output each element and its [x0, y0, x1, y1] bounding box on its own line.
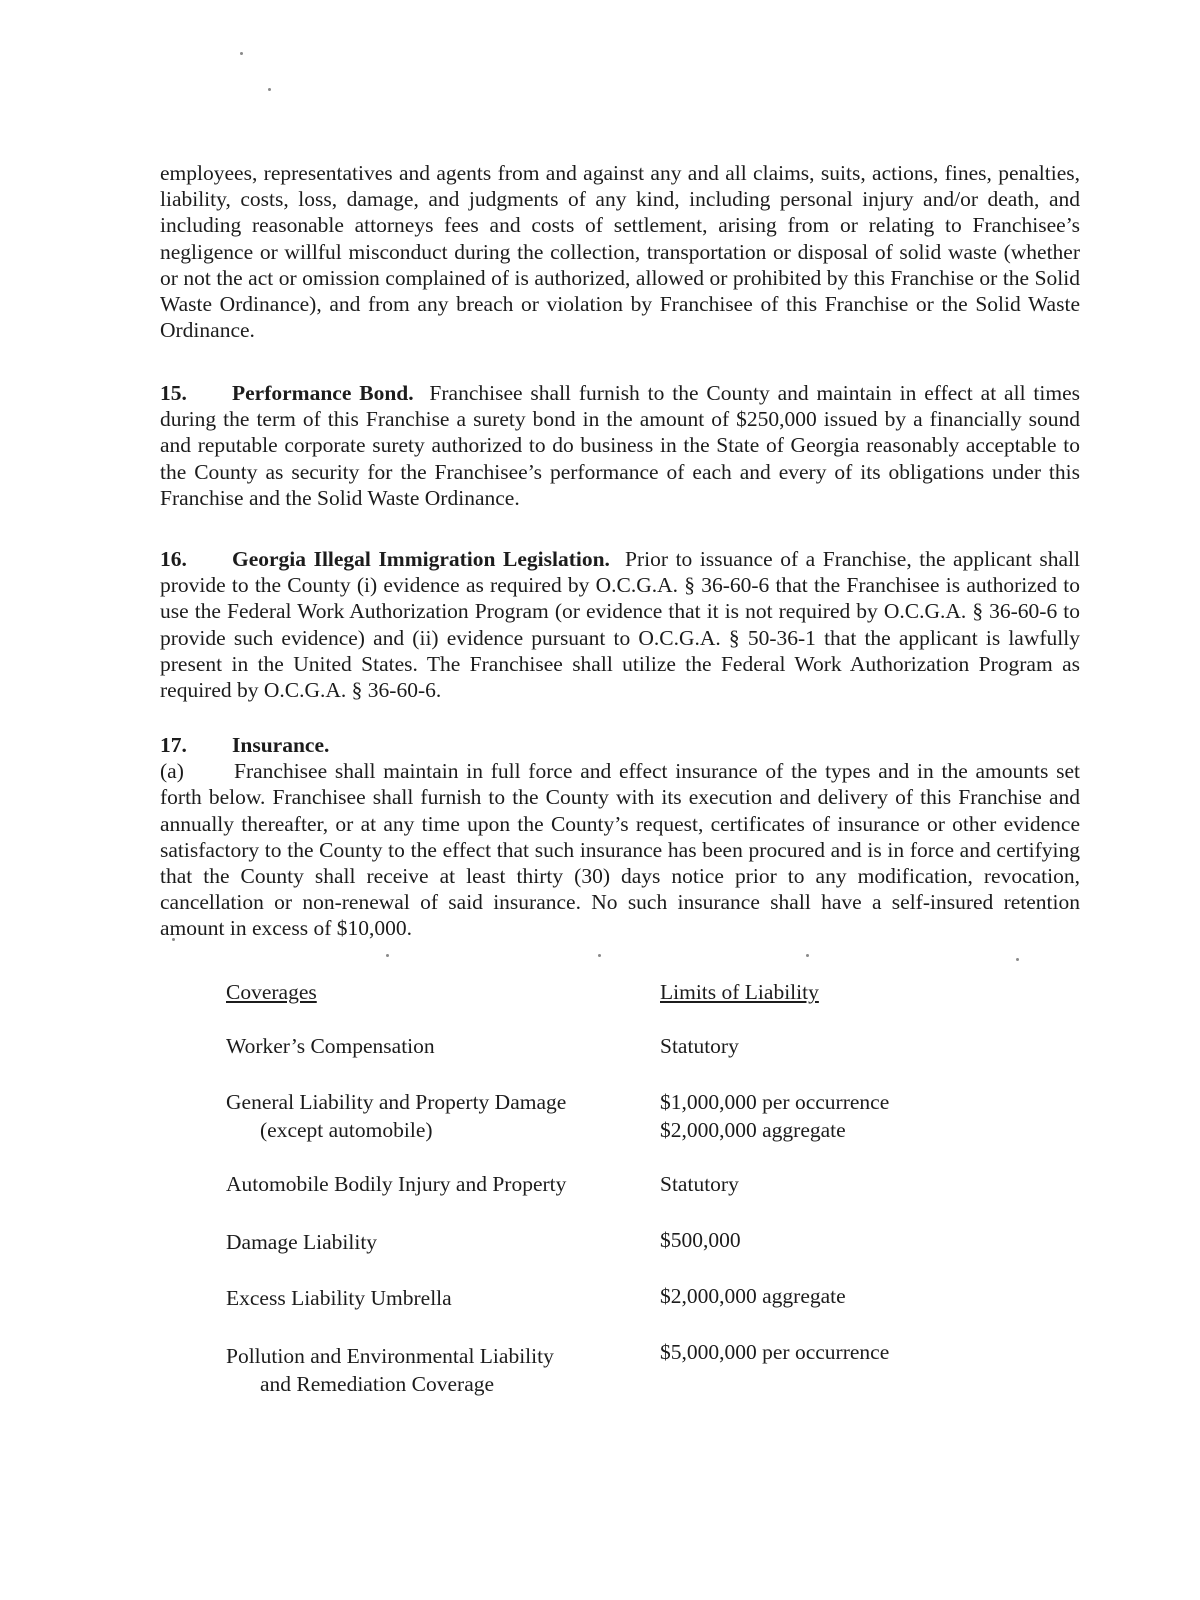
section-heading: Performance Bond.	[232, 381, 414, 405]
limits-header: Limits of Liability	[660, 980, 819, 1004]
section-15-paragraph	[160, 380, 1080, 511]
section-number: 16.	[160, 547, 187, 571]
scan-speck	[240, 52, 243, 55]
section-17-paragraph	[160, 732, 1080, 942]
limit-cell: $2,000,000 aggregate	[660, 1284, 846, 1308]
coverage-cell: Excess Liability Umbrella	[226, 1286, 452, 1310]
coverages-header: Coverages	[226, 980, 317, 1004]
section-body: Prior to issuance of a Franchise, the applicant shall provide to the County (i) evidence as required by O.C.G.A. § 36-60-6 that the Franchisee is authorized to use the Federal Work Authorization Program (or evidence that it is not required by O.C.G.A. § 36-60-6 to provide such evidence) and (ii) evidence pursuant to O.C.G.A. § 50-36-1 that the applicant is lawfully present in the United States. The Franchisee shall utilize the Federal Work Authorization Program as required by O.C.G.A. § 36-60-6.	[160, 547, 1080, 703]
scan-speck	[598, 954, 601, 957]
section-body: Franchisee shall furnish to the County and maintain in effect at all times during the term of this Franchise a surety bond in the amount of $250,000 issued by a financially sound and reputable corporate surety authorized to do business in the State of Georgia reasonably acceptable to the County as security for the Franchisee’s performance of each and every of its obligations under this Franchise and the Solid Waste Ordinance.	[160, 381, 1081, 510]
section-body: Franchisee shall maintain in full force and effect insurance of the types and in the amounts set forth below. Franchisee shall furnish to the County with its execution and delivery of this Franchise and annually thereafter, or at any time upon the County’s request, certificates of insurance or other evidence satisfactory to the County to the effect that such insurance has been procured and is in force and certifying that the County shall receive at least thirty (30) days notice prior to any modification, revocation, cancellation or non-renewal of said insurance. No such insurance shall have a self-insured retention amount in excess of $10,000.	[160, 759, 1080, 941]
section-heading: Georgia Illegal Immigration Legislation.	[232, 547, 610, 571]
limit-cell: Statutory	[660, 1034, 739, 1058]
intro-paragraph: employees, representatives and agents from and against any and all claims, suits, actions, fines, penalties, liability, costs, loss, damage, and judgments of any kind, including personal injury and/or death, and including reasonable attorneys fees and costs of settlement, arising from or relating to Franchisee’s negligence or willful misconduct during the collection, transportation or disposal of solid waste (whether or not the act or omission complained of is authorized, allowed or prohibited by this Franchise or the Solid Waste Ordinance), and from any breach or violation by Franchisee of this Franchise or the Solid Waste Ordinance.	[160, 161, 1080, 343]
limit-cell: Statutory	[660, 1172, 739, 1196]
coverage-cell: Pollution and Environmental Liability and Remediation Coverage	[226, 1344, 554, 1396]
coverage-cell: Worker’s Compensation	[226, 1034, 435, 1058]
section-number: 17.	[160, 733, 187, 757]
scan-speck	[806, 954, 809, 957]
scan-speck	[1016, 958, 1019, 961]
coverage-cell: General Liability and Property Damage (except automobile)	[226, 1090, 567, 1142]
limit-cell: $1,000,000 per occurrence $2,000,000 aggregate	[660, 1090, 890, 1142]
coverage-cell: Damage Liability	[226, 1230, 378, 1254]
limit-cell: $500,000	[660, 1228, 741, 1252]
coverage-cell: Automobile Bodily Injury and Property	[226, 1172, 567, 1196]
section-heading: Insurance.	[232, 733, 330, 757]
limit-cell: $5,000,000 per occurrence	[660, 1340, 890, 1364]
scan-speck	[386, 954, 389, 957]
subsection-label: (a)	[160, 759, 184, 784]
scan-speck	[268, 88, 271, 91]
section-16-paragraph	[160, 546, 1080, 703]
section-number: 15.	[160, 381, 187, 405]
